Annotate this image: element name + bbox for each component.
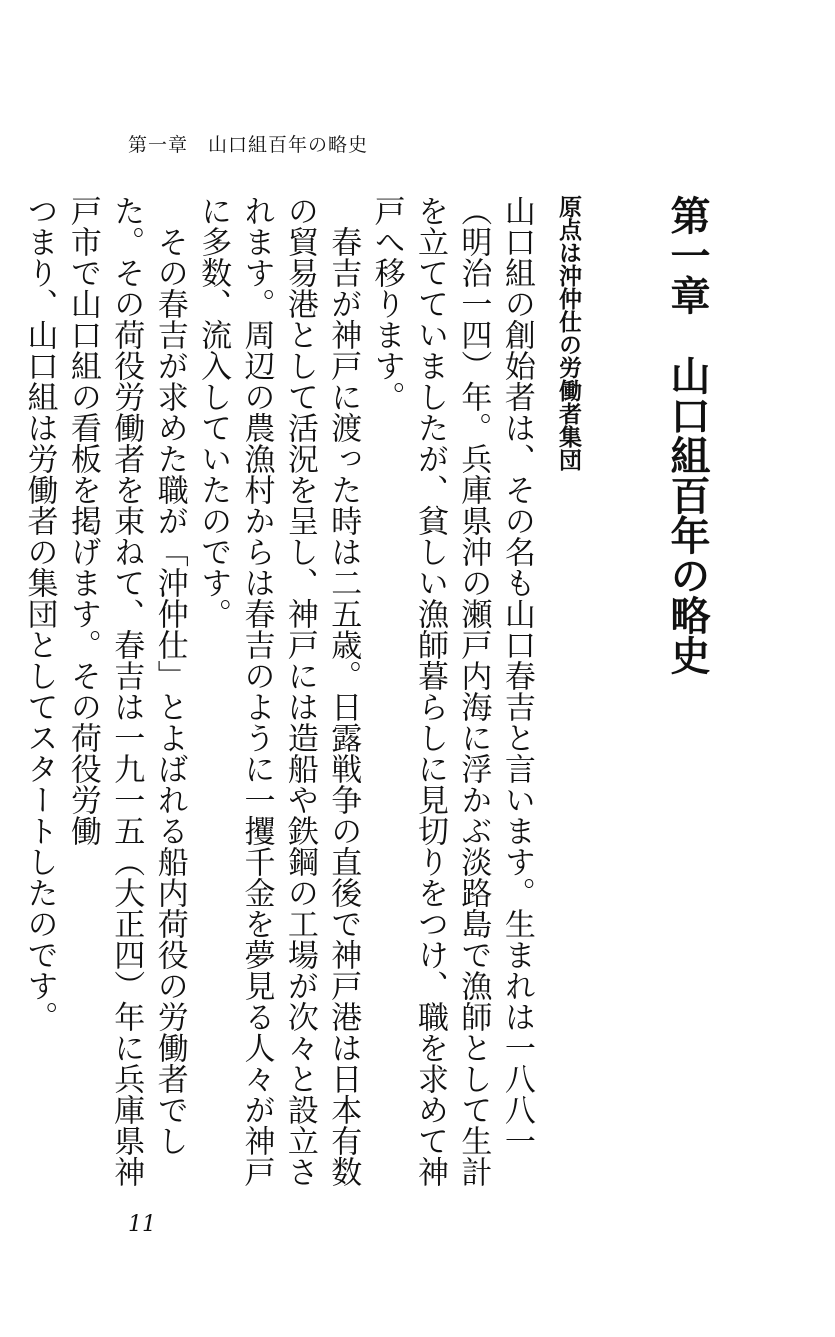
paragraph-4: つまり、山口組は労働者の集団としてスタートしたのです。	[21, 195, 58, 1032]
paragraph-2: 春吉が神戸に渡った時は二五歳。日露戦争の直後で神戸港は日本有数の貿易港として活況を呈し、神戸には造船や鉄鋼の工場が次々と設立されます。周辺の農漁村からは春吉のように一攫千金を夢見る人々が神戸に多数、流入していたのです。	[195, 195, 362, 1187]
running-head: 第一章 山口組百年の略史	[128, 134, 369, 156]
chapter-title: 第一章 山口組百年の略史	[664, 195, 711, 675]
page-number: 11	[128, 1212, 156, 1237]
paragraph-3: その春吉が求めた職が「沖仲仕」とよばれる船内荷役の労働者でした。その荷役労働者を束ねて、春吉は一九一五（大正四）年に兵庫県神戸市で山口組の看板を掲げます。その荷役労働	[64, 195, 188, 1187]
paragraph-1: 山口組の創始者は、その名も山口春吉と言います。生まれは一八八一（明治一四）年。兵庫県沖の瀬戸内海に浮かぶ淡路島で漁師として生計を立てていましたが、貧しい漁師暮らしに見切りをつけ、職を求めて神戸へ移ります。	[368, 195, 535, 1187]
page-body	[21, 195, 715, 1195]
section-heading: 原点は沖仲仕の労働者集団	[555, 195, 581, 471]
